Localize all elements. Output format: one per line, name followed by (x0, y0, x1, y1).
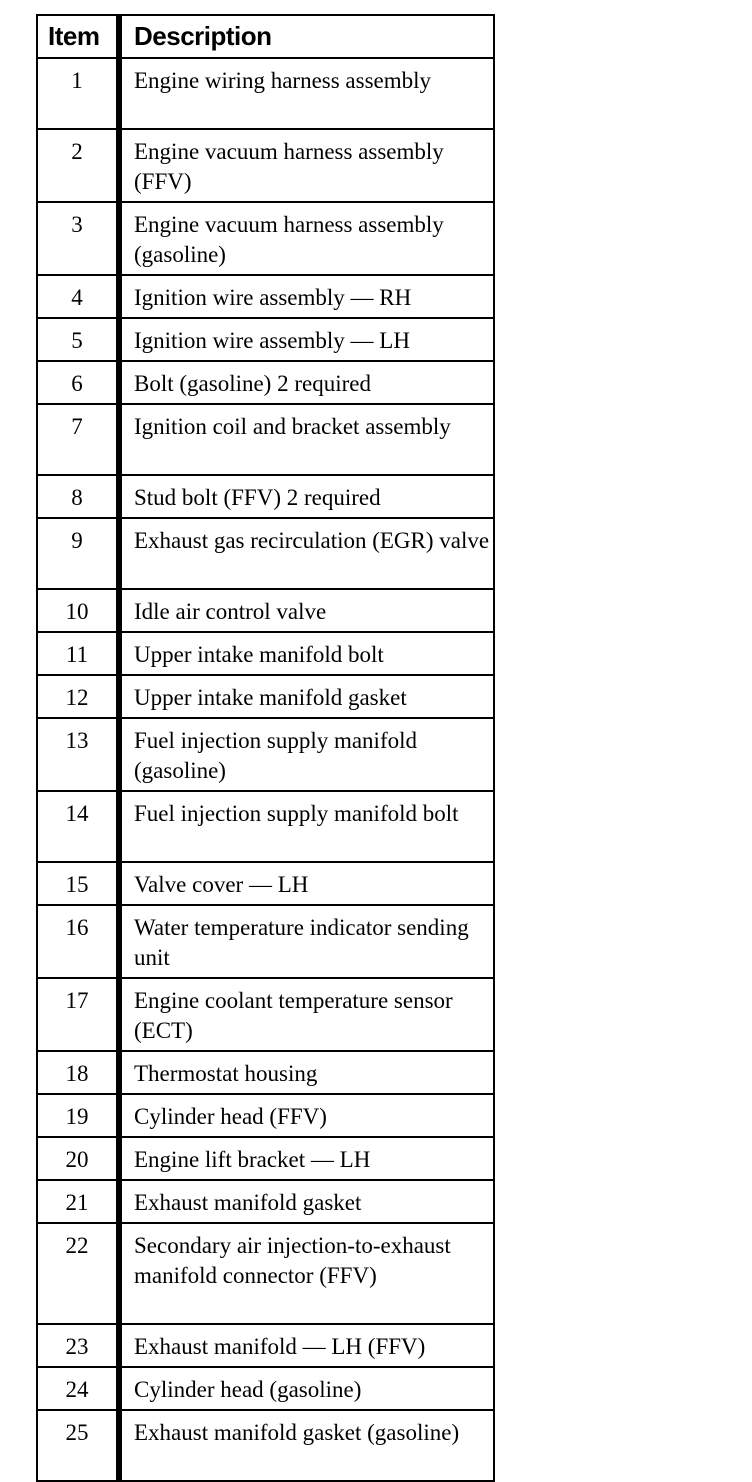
item-description: Ignition wire assembly — RH (119, 275, 494, 318)
table-row (37, 1051, 494, 1094)
table-row (37, 475, 494, 518)
item-description: Idle air control valve (119, 589, 494, 632)
table-row (37, 404, 494, 475)
table-row (37, 1367, 494, 1410)
item-number: 24 (37, 1367, 119, 1410)
table-row (37, 675, 494, 718)
item-number: 20 (37, 1137, 119, 1180)
item-description: Fuel injection supply manifold bolt (119, 791, 494, 862)
item-number: 22 (37, 1223, 119, 1324)
table-row (37, 318, 494, 361)
item-number: 5 (37, 318, 119, 361)
item-description: Ignition coil and bracket assembly (119, 404, 494, 475)
table-row (37, 58, 494, 129)
item-number: 6 (37, 361, 119, 404)
item-number: 9 (37, 518, 119, 589)
item-description: Upper intake manifold bolt (119, 632, 494, 675)
table-row (37, 129, 494, 202)
item-description: Ignition wire assembly — LH (119, 318, 494, 361)
description-column-header: Description (119, 15, 494, 58)
table-row (37, 1180, 494, 1223)
table-row (37, 202, 494, 275)
item-number: 23 (37, 1324, 119, 1367)
table-row (37, 361, 494, 404)
item-description: Engine vacuum harness assembly (FFV) (119, 129, 494, 202)
table-row (37, 589, 494, 632)
item-description: Bolt (gasoline) 2 required (119, 361, 494, 404)
item-description: Engine vacuum harness assembly (gasoline) (119, 202, 494, 275)
item-number: 25 (37, 1410, 119, 1481)
item-description: Exhaust manifold gasket (gasoline) (119, 1410, 494, 1481)
item-number: 8 (37, 475, 119, 518)
table-row (37, 1410, 494, 1481)
table-row (37, 978, 494, 1051)
item-number: 19 (37, 1094, 119, 1137)
table-row (37, 1223, 494, 1324)
header-row (37, 15, 494, 58)
item-description: Engine lift bracket — LH (119, 1137, 494, 1180)
item-number: 4 (37, 275, 119, 318)
item-number: 7 (37, 404, 119, 475)
item-number: 3 (37, 202, 119, 275)
table-row (37, 632, 494, 675)
table-row (37, 791, 494, 862)
item-description: Engine wiring harness assembly (119, 58, 494, 129)
item-number: 18 (37, 1051, 119, 1094)
item-description: Valve cover — LH (119, 862, 494, 905)
item-description: Water temperature indicator sending unit (119, 905, 494, 978)
item-description: Upper intake manifold gasket (119, 675, 494, 718)
item-description: Secondary air injection-to-exhaust manifold connector (FFV) (119, 1223, 494, 1324)
table-row (37, 718, 494, 791)
table-row (37, 1094, 494, 1137)
item-description: Thermostat housing (119, 1051, 494, 1094)
table-row (37, 905, 494, 978)
item-description: Engine coolant temperature sensor (ECT) (119, 978, 494, 1051)
item-description: Exhaust manifold gasket (119, 1180, 494, 1223)
item-number: 11 (37, 632, 119, 675)
item-column-header: Item (37, 15, 119, 58)
item-number: 10 (37, 589, 119, 632)
item-number: 15 (37, 862, 119, 905)
table-row (37, 1137, 494, 1180)
item-description: Cylinder head (gasoline) (119, 1367, 494, 1410)
table-row (37, 275, 494, 318)
item-description: Exhaust gas recirculation (EGR) valve (119, 518, 494, 589)
item-description: Exhaust manifold — LH (FFV) (119, 1324, 494, 1367)
item-number: 1 (37, 58, 119, 129)
item-number: 12 (37, 675, 119, 718)
item-description: Stud bolt (FFV) 2 required (119, 475, 494, 518)
table-row (37, 1324, 494, 1367)
item-description: Fuel injection supply manifold (gasoline) (119, 718, 494, 791)
item-number: 21 (37, 1180, 119, 1223)
table-row (37, 862, 494, 905)
item-number: 13 (37, 718, 119, 791)
table-row (37, 518, 494, 589)
item-number: 2 (37, 129, 119, 202)
item-number: 14 (37, 791, 119, 862)
item-number: 16 (37, 905, 119, 978)
item-number: 17 (37, 978, 119, 1051)
parts-table (36, 14, 495, 1482)
item-description: Cylinder head (FFV) (119, 1094, 494, 1137)
